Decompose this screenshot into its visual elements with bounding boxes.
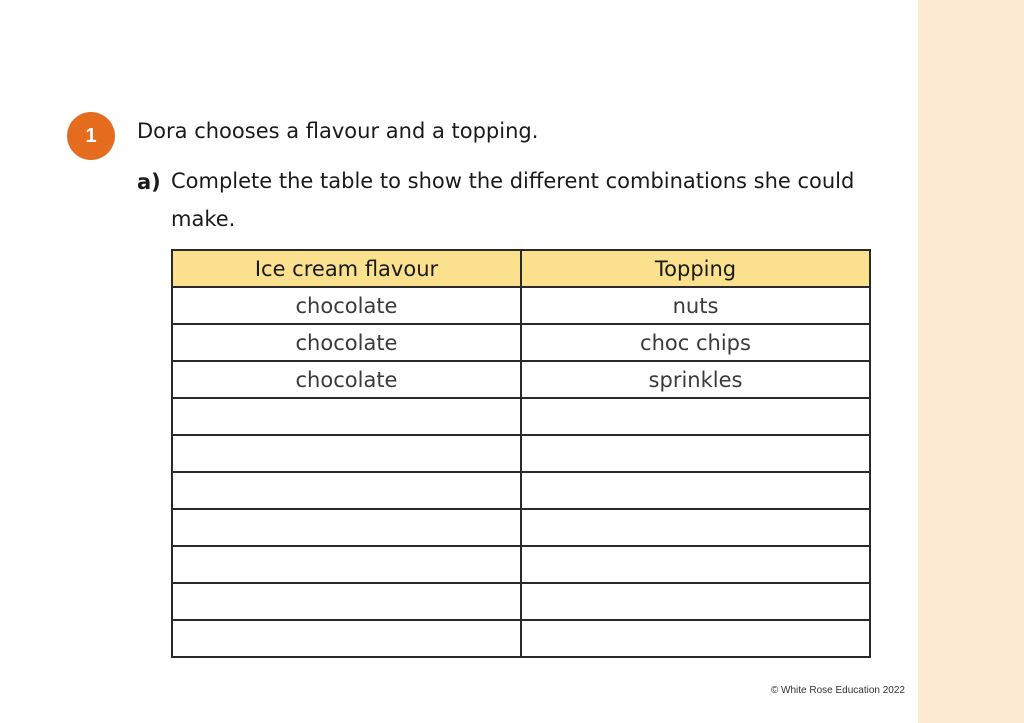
flavour-cell[interactable]	[172, 509, 521, 546]
table-row	[172, 620, 870, 657]
question-text: Dora chooses a flavour and a topping.	[137, 119, 539, 143]
part-instruction: Complete the table to show the different combinations she could make.	[171, 169, 855, 231]
topping-cell[interactable]	[521, 509, 870, 546]
flavour-cell[interactable]	[172, 620, 521, 657]
flavour-cell[interactable]	[172, 398, 521, 435]
side-strip	[918, 0, 1024, 723]
topping-cell[interactable]	[521, 398, 870, 435]
header-flavour: Ice cream flavour	[172, 250, 521, 287]
table-row	[172, 398, 870, 435]
flavour-cell[interactable]	[172, 583, 521, 620]
flavour-cell[interactable]: chocolate	[172, 361, 521, 398]
table-row	[172, 583, 870, 620]
topping-cell[interactable]: choc chips	[521, 324, 870, 361]
table-row	[172, 324, 870, 361]
table-header-row	[172, 250, 870, 287]
topping-cell[interactable]	[521, 583, 870, 620]
question-number-badge: 1	[67, 112, 115, 160]
table-row	[172, 546, 870, 583]
flavour-cell[interactable]	[172, 435, 521, 472]
flavour-cell[interactable]	[172, 546, 521, 583]
flavour-cell[interactable]: chocolate	[172, 324, 521, 361]
table-row	[172, 435, 870, 472]
part-label: a)	[137, 170, 161, 194]
table-row	[172, 472, 870, 509]
table-row	[172, 361, 870, 398]
topping-cell[interactable]: nuts	[521, 287, 870, 324]
combinations-table-wrapper	[171, 249, 871, 658]
flavour-cell[interactable]	[172, 472, 521, 509]
table-row	[172, 509, 870, 546]
flavour-cell[interactable]: chocolate	[172, 287, 521, 324]
topping-cell[interactable]	[521, 472, 870, 509]
topping-cell[interactable]	[521, 546, 870, 583]
header-topping: Topping	[521, 250, 870, 287]
table-row	[172, 287, 870, 324]
combinations-table	[171, 249, 871, 658]
topping-cell[interactable]	[521, 435, 870, 472]
copyright-notice: © White Rose Education 2022	[770, 685, 905, 696]
topping-cell[interactable]	[521, 620, 870, 657]
topping-cell[interactable]: sprinkles	[521, 361, 870, 398]
